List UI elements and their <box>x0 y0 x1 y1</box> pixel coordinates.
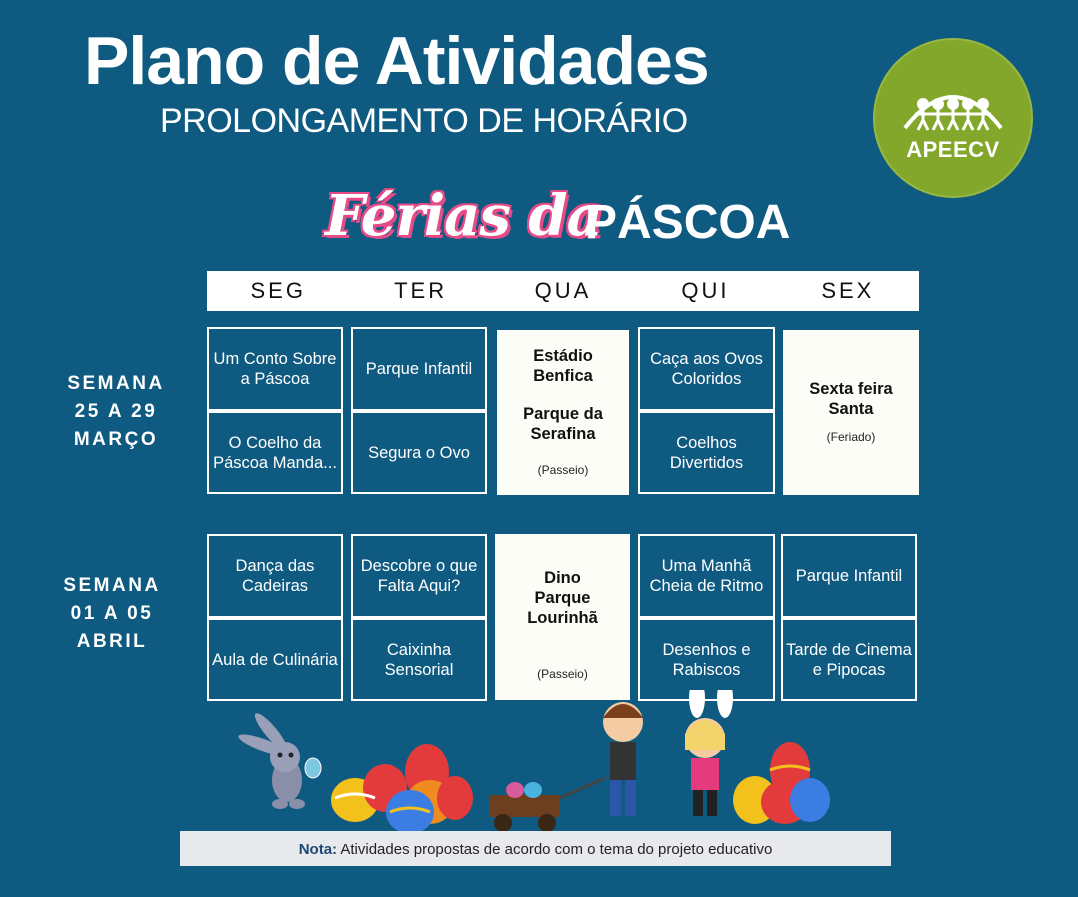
activity-cell: Coelhos Divertidos <box>638 411 775 494</box>
activity-cell: O Coelho da Páscoa Manda... <box>207 411 343 494</box>
activity-cell: Segura o Ovo <box>351 411 487 494</box>
page-title: Plano de Atividades <box>84 23 709 99</box>
outing-cell <box>497 330 629 495</box>
outing-title: Estádio Benfica <box>533 346 593 385</box>
activity-cell: Descobre o que Falta Aqui? <box>351 534 487 618</box>
week-1-label-line: MARÇO <box>73 429 159 450</box>
activity-cell: Desenhos e Rabiscos <box>638 618 775 701</box>
week-2-label-line: 01 A 05 <box>70 603 154 624</box>
week-2-label <box>56 572 168 656</box>
day-qui: QUI <box>681 278 730 303</box>
activity-cell: Dança das Cadeiras <box>207 534 343 618</box>
activity-cell: Uma Manhã Cheia de Ritmo <box>638 534 775 618</box>
week-1-label-line: SEMANA <box>67 373 165 394</box>
easter-decoration <box>225 690 845 835</box>
day-sex: SEX <box>821 278 875 303</box>
note-text: Atividades propostas de acordo com o tema do projeto educativo <box>337 841 773 858</box>
activity-cell: Parque Infantil <box>781 534 917 618</box>
easter-eggs-icon <box>331 744 473 834</box>
week-2-label-line: SEMANA <box>63 575 161 596</box>
heading-script: Férias da <box>325 183 602 249</box>
outing-note: (Passeio) <box>537 667 588 681</box>
holiday-note: (Feriado) <box>826 429 876 444</box>
logo-text: APEECV <box>906 137 1000 162</box>
activity-cell: Tarde de Cinema e Pipocas <box>781 618 917 701</box>
easter-bunny-icon <box>237 710 321 809</box>
days-header <box>207 271 919 311</box>
activity-cell: Um Conto Sobre a Páscoa <box>207 327 343 411</box>
outing-cell <box>495 534 630 700</box>
day-ter: TER <box>394 278 448 303</box>
week-1-label-line: 25 A 29 <box>74 401 158 422</box>
activity-cell: Parque Infantil <box>351 327 487 411</box>
footer-note <box>180 831 891 866</box>
week-1-label <box>60 370 172 454</box>
activity-cell: Caça aos Ovos Coloridos <box>638 327 775 411</box>
week-2-label-line: ABRIL <box>76 631 148 652</box>
holiday-cell <box>783 330 919 495</box>
kids-icon <box>603 690 733 816</box>
outing-title: Dino Parque Lourinhã <box>527 569 598 627</box>
activity-cell: Caixinha Sensorial <box>351 618 487 701</box>
wagon-icon <box>490 778 605 832</box>
activity-cell: Aula de Culinária <box>207 618 343 701</box>
holiday-title: Sexta feira Santa <box>809 379 893 418</box>
heading-bold: PÁSCOA <box>585 196 791 249</box>
page-subtitle: PROLONGAMENTO DE HORÁRIO <box>160 102 688 140</box>
day-qua: QUA <box>534 278 592 303</box>
people-logo-icon <box>901 80 1005 134</box>
outing-title: Parque da Serafina <box>523 404 603 443</box>
note-label: Nota: <box>298 841 338 858</box>
apeecv-logo <box>873 38 1033 198</box>
outing-note: (Passeio) <box>537 462 589 477</box>
day-seg: SEG <box>250 278 306 303</box>
easter-eggs-icon <box>733 742 830 824</box>
